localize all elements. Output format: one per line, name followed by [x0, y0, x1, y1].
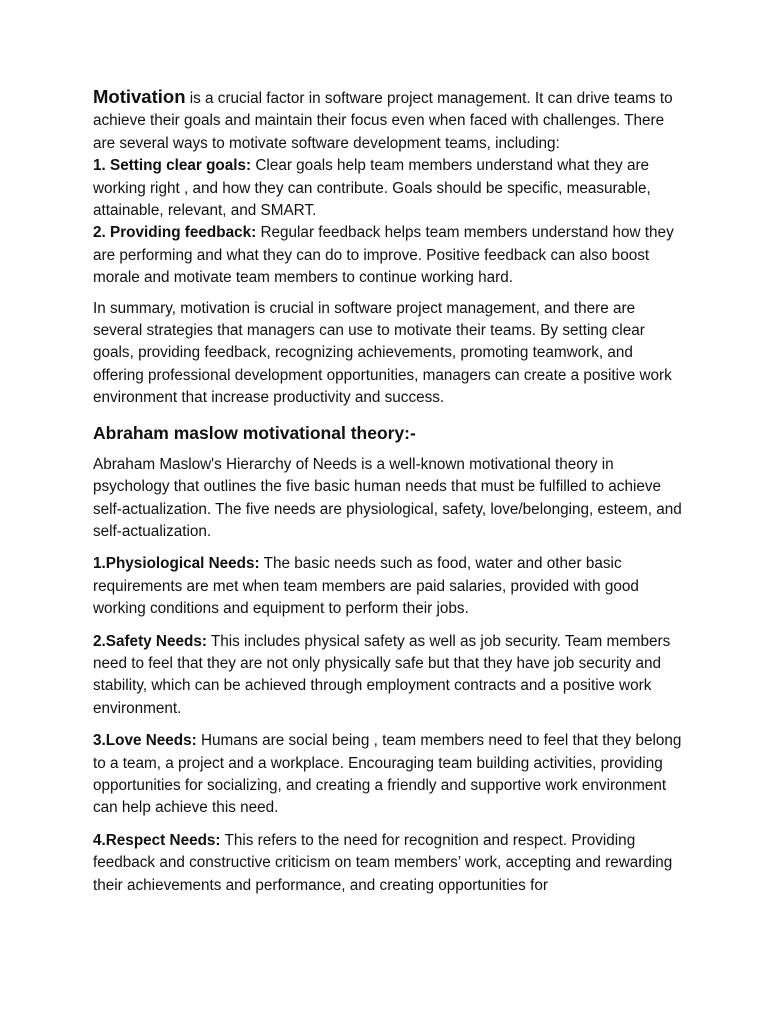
- need-paragraph: [93, 830, 683, 897]
- point-label: 2. Providing feedback:: [93, 224, 257, 242]
- intro-paragraph: [93, 86, 683, 290]
- section-heading: Abraham maslow motivational theory:-: [93, 422, 416, 443]
- need-label: 1.Physiological Needs:: [93, 555, 260, 573]
- need-text: Humans are social being , team members need to feel that they belong to a team, a project and a workplace. Encouraging team building activities, providing opportunities for socializing, and creating a friendly and supportive work environment can help achieve this need.: [93, 732, 682, 817]
- intro-lead-word: Motivation: [93, 86, 186, 107]
- need-paragraph: [93, 730, 683, 820]
- point-text: Regular feedback helps team members understand how they are performing and what they can do to improve. Positive feedback can also boost morale and motivate team members to continue working hard.: [93, 224, 674, 287]
- need-label: 2.Safety Needs:: [93, 632, 207, 650]
- need-text: This includes physical safety as well as job security. Team members need to feel that they are not only physically safe but that they have job security and stability, which can be achieved through employment contracts and a positive work environment.: [93, 632, 671, 717]
- point-label: 1. Setting clear goals:: [93, 157, 252, 175]
- need-text: The basic needs such as food, water and other basic requirements are met when team members are paid salaries, provided with good working conditions and equipment to perform their jobs.: [93, 555, 639, 618]
- need-text: This refers to the need for recognition and respect. Providing feedback and constructive criticism on team members’ work, accepting and rewarding their achievements and performance, and creating opportunities for: [93, 831, 673, 894]
- need-paragraph: [93, 631, 683, 721]
- summary-paragraph: In summary, motivation is crucial in software project management, and there are several strategies that managers can use to motivate their teams. By setting clear goals, providing feedback, recognizing achievements, promoting teamwork, and offering professional development opportunities, managers can create a positive work environment that increase productivity and success.: [93, 299, 672, 407]
- point-text: Clear goals help team members understand what they are working right , and how they can contribute. Goals should be specific, measurable, attainable, relevant, and SMART.: [93, 157, 651, 220]
- need-label: 3.Love Needs:: [93, 732, 197, 750]
- need-label: 4.Respect Needs:: [93, 831, 221, 849]
- need-paragraph: [93, 553, 683, 620]
- document-page: [93, 86, 683, 897]
- maslow-intro-paragraph: Abraham Maslow's Hierarchy of Needs is a well-known motivational theory in psychology that outlines the five basic human needs that must be fulfilled to achieve self-actualization. The five needs are physiological, safety, love/belonging, esteem, and self-actualization.: [93, 455, 682, 540]
- intro-text: is a crucial factor in software project management. It can drive teams to achieve their goals and maintain their focus even when faced with challenges. There are several ways to motivate software development teams, including:: [93, 90, 673, 152]
